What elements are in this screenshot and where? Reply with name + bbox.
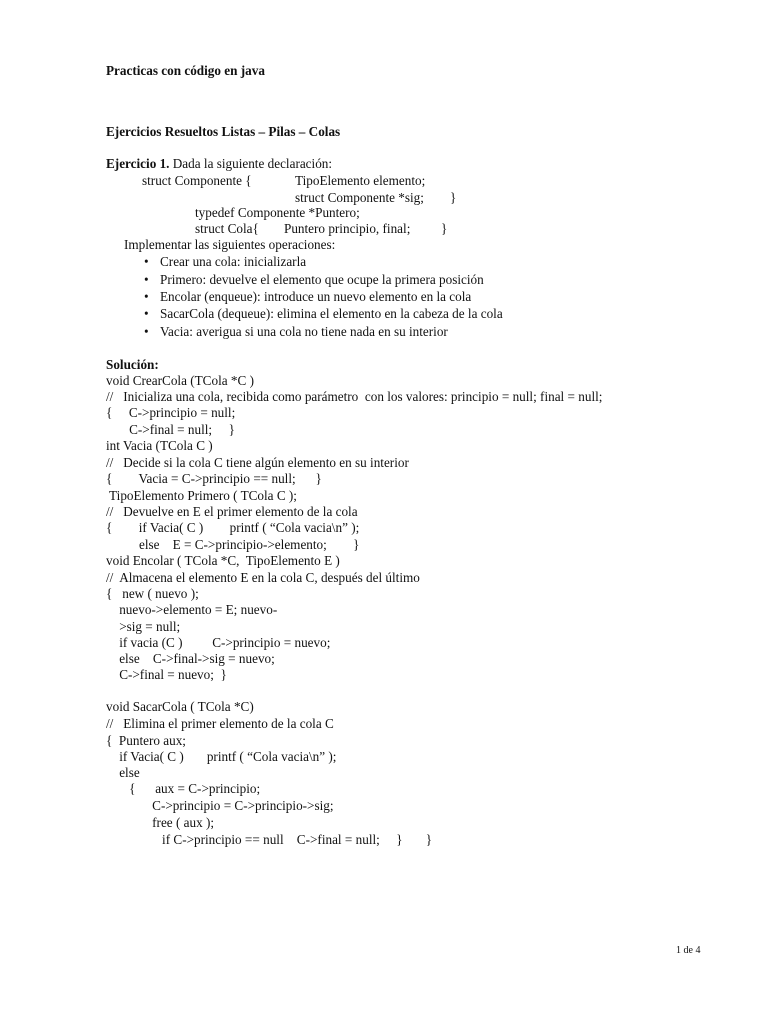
- code-line: else C->final->sig = nuevo;: [106, 651, 275, 666]
- exercise-label: Ejercicio 1.: [106, 156, 170, 171]
- code-line: >sig = null;: [106, 619, 181, 634]
- list-item: Primero: devuelve el elemento que ocupe la primera posición: [160, 272, 484, 287]
- list-item: Encolar (enqueue): introduce un nuevo elemento en la cola: [160, 289, 472, 304]
- exercise-intro: Dada la siguiente declaración:: [169, 156, 333, 171]
- decl-close-brace-2: }: [441, 221, 448, 236]
- code-line: void SacarCola ( TCola *C): [106, 699, 254, 714]
- code-line: int Vacia (TCola C ): [106, 438, 213, 453]
- decl-field-elemento: TipoElemento elemento;: [295, 173, 426, 188]
- code-line: else E = C->principio->elemento; }: [106, 537, 360, 552]
- list-item: Crear una cola: inicializarla: [160, 254, 307, 269]
- decl-typedef: typedef Componente *Puntero;: [195, 205, 360, 220]
- code-line: free ( aux );: [106, 815, 215, 830]
- bullet-icon: •: [144, 254, 149, 269]
- doc-title: Practicas con código en java: [106, 63, 265, 78]
- operations-intro: Implementar las siguientes operaciones:: [124, 237, 336, 252]
- code-line: if C->principio == null C->final = null; } }: [106, 832, 433, 847]
- code-line: // Decide si la cola C tiene algún elemento en su interior: [106, 455, 409, 470]
- code-line: // Inicializa una cola, recibida como parámetro con los valores: principio = null; final = null;: [106, 389, 603, 404]
- code-line: void Encolar ( TCola *C, TipoElemento E ): [106, 553, 340, 568]
- bullet-icon: •: [144, 289, 149, 304]
- code-line: // Devuelve en E el primer elemento de la cola: [106, 504, 358, 519]
- solution-label: Solución:: [106, 357, 159, 372]
- code-line: { C->principio = null;: [106, 405, 236, 420]
- list-item: Vacia: averigua si una cola no tiene nada en su interior: [160, 324, 448, 339]
- code-line: // Elimina el primer elemento de la cola C: [106, 716, 334, 731]
- code-line: { Puntero aux;: [106, 733, 186, 748]
- code-line: C->final = null; }: [106, 422, 235, 437]
- code-line: nuevo->elemento = E; nuevo-: [106, 602, 278, 617]
- decl-close-brace-1: }: [450, 190, 457, 205]
- bullet-icon: •: [144, 324, 149, 339]
- code-line: void CrearCola (TCola *C ): [106, 373, 254, 388]
- decl-struct-componente: struct Componente {: [142, 173, 252, 188]
- code-line: { Vacia = C->principio == null; }: [106, 471, 322, 486]
- decl-struct-cola: struct Cola{: [195, 221, 259, 236]
- code-line: C->principio = C->principio->sig;: [106, 798, 334, 813]
- section-title: Ejercicios Resueltos Listas – Pilas – Colas: [106, 124, 341, 139]
- decl-field-punteros: Puntero principio, final;: [284, 221, 411, 236]
- page-number: 1 de 4: [676, 945, 701, 956]
- code-line: if vacia (C ) C->principio = nuevo;: [106, 635, 331, 650]
- bullet-icon: •: [144, 306, 149, 321]
- list-item: SacarCola (dequeue): elimina el elemento en la cabeza de la cola: [160, 306, 503, 321]
- code-line: C->final = nuevo; }: [106, 667, 227, 682]
- bullet-icon: •: [144, 272, 149, 287]
- exercise-heading: [106, 156, 332, 172]
- code-line: // Almacena el elemento E en la cola C, después del último: [106, 570, 420, 585]
- code-line: if Vacia( C ) printf ( “Cola vacia\n” );: [106, 749, 337, 764]
- code-line: TipoElemento Primero ( TCola C );: [106, 488, 297, 503]
- decl-field-sig: struct Componente *sig;: [295, 190, 424, 205]
- code-line: { if Vacia( C ) printf ( “Cola vacia\n” );: [106, 520, 360, 535]
- code-line: { aux = C->principio;: [106, 781, 261, 796]
- code-line: { new ( nuevo );: [106, 586, 199, 601]
- code-line: else: [106, 765, 140, 780]
